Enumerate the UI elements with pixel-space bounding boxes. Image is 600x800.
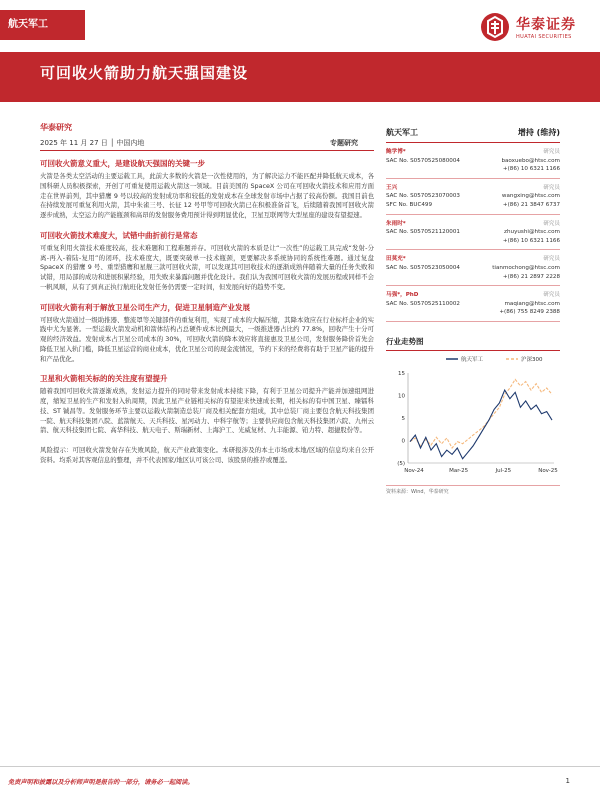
chart-svg xyxy=(386,351,560,481)
section-heading: 可回收火箭技术难度大，试错中曲折前行是常态 xyxy=(40,230,198,240)
chart-source: 资料来源：Wind，华泰研究 xyxy=(386,485,560,495)
rating-badge: 增持 (维持) xyxy=(517,128,560,137)
report-title: 可回收火箭助力航天强国建设 xyxy=(40,64,249,82)
section-paragraph: 可回收火箭通过一级助推器、整流罩等关键部件的重复利用，实现了成本的大幅压缩，其降本效应在行业标杆企业的实践中尤为显著。一型运载火箭发动机和箭体结构占总硬件成本比例最大，一级推进器占比约 77.8%，回收产生十分可观的经济效益。发射成本占卫星公司成本的 30%，可回收火箭的降本效应将直接惠及卫星公司，发射服务降价首先会降低卫星入轨门槛，降低卫星运营的商业成本，优化卫星公司的现金流情况，节约下来的经费将有助于卫星产能的提升和产品优化。 xyxy=(40,315,374,363)
section-heading: 卫星和火箭相关标的的关注度有望提升 xyxy=(40,374,168,384)
analyst-card xyxy=(386,215,560,251)
sidebar-header xyxy=(386,127,560,143)
analyst-email[interactable]: tianmochong@htsc.com xyxy=(492,264,560,271)
analyst-name: 朱雨时* xyxy=(386,220,406,227)
disclaimer: 免责声明和披露以及分析师声明是报告的一部分，请务必一起阅读。 xyxy=(8,779,194,786)
analyst-phone: +(86) 755 8249 2388 xyxy=(499,309,560,316)
report-date: 2025 年 11 月 27 日 │ 中国内地 xyxy=(40,139,145,147)
series-line-hs300 xyxy=(410,379,552,448)
analyst-name: 鲍学博* xyxy=(386,149,406,155)
analyst-card xyxy=(386,143,560,179)
y-tick-label: 5 xyxy=(401,415,405,422)
section-paragraph: 随着我国可回收火箭逐渐成熟，发射运力提升的同时带来发射成本持续下降，有利于卫星公司提升产能并加速组网进度，缩短卫星的生产和发射入轨周期，因此卫星产业链相关标的有望迎来快速成长期，相关标的有中国卫星、臻镭科技、ST 铖昌等。发射服务环节主要以运载火箭制造总装厂商及相关配套方组成，其中总装厂商主要包含航天科技集团一院、航天科技集团八院、蓝箭航天、天兵科技、星河动力、中科宇航等；主要供应商包含航天科技集团六院、九州云箭、航天科技集团七院、高华科技、航天电子、斯瑞新材、上海沪工、光威复材、九丰能源、铂力特、超捷股份等。 xyxy=(40,387,374,435)
page-number: 1 xyxy=(565,777,570,785)
y-tick-label: 10 xyxy=(398,393,405,400)
report-type: 专题研究 xyxy=(330,139,358,147)
footer-divider xyxy=(0,766,600,767)
analyst-phone: +(86) 10 6321 1166 xyxy=(502,166,560,173)
y-tick-label: (5) xyxy=(397,460,405,467)
logo-name-cn: 华泰证券 xyxy=(516,17,576,33)
sidebar-sector: 航天军工 xyxy=(386,128,418,137)
analyst-sac: SAC No. S0570525080004 xyxy=(386,157,460,164)
huatai-logo-icon xyxy=(480,12,510,42)
analyst-sac: SAC No. S0570523050004 xyxy=(386,264,460,271)
analyst-role: 研究员 xyxy=(543,149,560,155)
analyst-sac: SAC No. S0570521120001 xyxy=(386,229,460,236)
divider xyxy=(40,150,374,151)
report-body xyxy=(40,158,374,466)
analyst-name: 田莫充* xyxy=(386,256,406,263)
analyst-sac: SAC No. S0570523070003 xyxy=(386,193,460,200)
analyst-phone: +(86) 21 3847 6737 xyxy=(502,201,560,208)
industry-trend-chart xyxy=(386,351,560,481)
legend-label: 沪深300 xyxy=(521,356,543,363)
analyst-sfc: SFC No. BUC499 xyxy=(386,201,433,208)
analyst-role: 研究员 xyxy=(543,256,560,263)
analyst-sac: SAC No. S0570525110002 xyxy=(386,300,460,307)
section-heading: 可回收火箭意义重大，是建设航天强国的关键一步 xyxy=(40,159,205,168)
risk-warning: 风险提示：可回收火箭发射存在失败风险，航天产业政策变化。本研报涉及的本土市场或本地/区域的信息均来自公开资料。均系对其客观信息的整理，并不代表国家/地区认可该公司、该股票的推荐或覆盖。 xyxy=(40,446,374,464)
analyst-card xyxy=(386,286,560,322)
analyst-phone: +(86) 21 2897 2228 xyxy=(502,273,560,280)
analyst-email[interactable]: maqiang@htsc.com xyxy=(504,300,560,307)
section-paragraph: 火箭是各类太空活动的主要运载工具，此前大多数的火箭是一次性使用的，为了解决运力不能匹配并降低航天成本，各国科研人员积极探索，开创了可重复使用运载火箭这一领域。目前美国的 SpaceX 公司在可回收火箭技术和应用方面走在世界前列，其中猎鹰 9 号以较高的发射成功率和较低的发射成本在全球发射市场中占据了较高份额。我国目前也在持续发展可重复利用火箭，其中朱雀三号、长征 12 号甲等可回收火箭已在积极准备首飞，后续随着我国可回收火箭逐步成熟，太空运力的产能瓶颈和高昂的发射服务费用预计得到明显优化，卫星互联网等大型星座的建设有望提速。 xyxy=(40,172,374,219)
section-paragraph: 可重复利用火箭技术难度较高，技术难题和工程难题并存。可回收火箭的本质是让“一次性”的运载工具完成“发射-分离-再入-着陆-复用”的闭环，技术难度大，既要突破单一技术瓶颈，更要解决多系统协同的系统性难题。通过复盘 SpaceX 的猎鹰 9 号、重型猎鹰和星舰三款可回收火箭，可以发现其可回收技术的逐渐成熟伴随着大量的任务失败和试错，用局部的成功和进展积累经验，用失败来暴露问题并优化设计。我们认为我国可回收火箭的发展历程或同样不会一帆风顺，从有了到真正执行航班化发射任务仍需要一定时间，但发展向好的趋势不变。 xyxy=(40,243,374,291)
title-banner xyxy=(0,52,600,102)
analyst-card xyxy=(386,250,560,286)
chart-title: 行业走势图 xyxy=(386,336,560,351)
analyst-name: 王兴 xyxy=(386,184,398,191)
series-line-sector xyxy=(410,390,552,459)
analyst-email[interactable]: wangxing@htsc.com xyxy=(501,193,560,200)
x-tick-label: Mar-25 xyxy=(449,467,469,474)
x-tick-label: Nov-25 xyxy=(538,467,558,474)
huatai-logo xyxy=(480,12,576,42)
x-tick-label: Jul-25 xyxy=(495,467,512,474)
logo-name-en: HUATAI SECURITIES xyxy=(516,34,572,40)
analyst-name: 马强*，PhD xyxy=(386,292,419,299)
analyst-email[interactable]: zhuyushi@htsc.com xyxy=(504,229,560,236)
y-tick-label: 0 xyxy=(401,438,405,445)
analyst-role: 研究员 xyxy=(543,292,560,299)
analyst-phone: +(86) 10 6321 1166 xyxy=(502,237,560,244)
analyst-role: 研究员 xyxy=(543,220,560,227)
x-tick-label: Nov-24 xyxy=(404,467,424,474)
analyst-card xyxy=(386,179,560,215)
legend-label: 航天军工 xyxy=(461,356,484,363)
section-heading: 可回收火箭有利于解放卫星公司生产力，促进卫星制造产业发展 xyxy=(40,302,250,312)
analyst-role: 研究员 xyxy=(543,184,560,191)
research-org: 华泰研究 xyxy=(40,123,72,132)
sidebar xyxy=(386,127,560,495)
analyst-email[interactable]: baoxuebo@htsc.com xyxy=(501,157,560,164)
y-tick-label: 15 xyxy=(398,370,405,377)
sector-tab: 航天军工 xyxy=(0,10,85,40)
